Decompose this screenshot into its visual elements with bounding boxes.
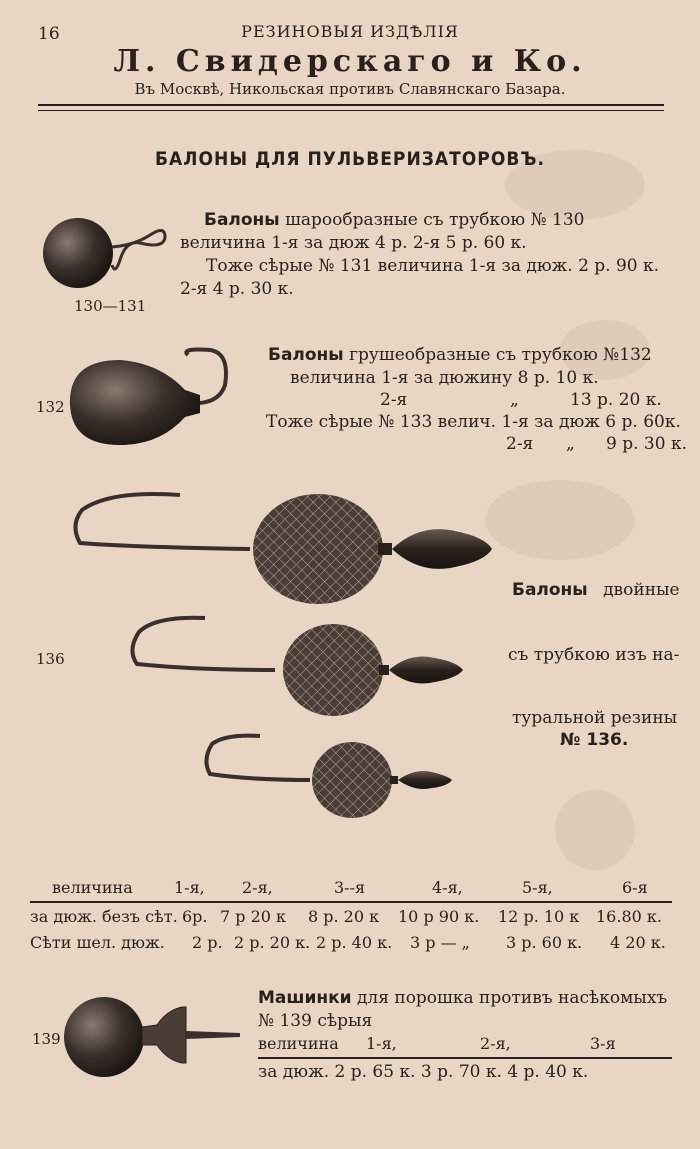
item132-line3-size: 2-я [380,390,408,410]
section-title: БАЛОНЫ ДЛЯ ПУЛЬВЕРИЗАТОРОВЪ. [155,148,545,170]
powder-blower-illustration [62,995,252,1085]
table-cell: 4 20 к. [610,933,666,952]
table-cell: 16.80 к. [596,907,662,926]
item139-line1 [258,988,667,1008]
table-header-cell: 3--я [334,878,366,897]
table-rule [30,901,672,903]
item136-line3: туральной резины [512,708,678,728]
table-cell: 2 р. 40 к. [316,933,393,952]
item132-line2: величина 1-я за дюжину 8 р. 10 к. [290,368,599,388]
item132-bold: Балоны [268,345,344,365]
size-cell: 1-я, [366,1034,397,1053]
page-number: 16 [38,24,60,44]
table-header-cell: 4-я, [432,878,463,897]
item130-line3: Тоже сѣрые № 131 величина 1-я за дюж. 2 р. 90 к. [206,256,660,276]
bleed-through-bulb [555,790,635,870]
table-header-cell: 5-я, [522,878,553,897]
size-cell: 3-я [590,1034,616,1053]
table-cell: 3 р — „ [410,933,470,952]
item139-prices: за дюж. 2 р. 65 к. 3 р. 70 к. 4 р. 40 к. [258,1062,589,1082]
item130-line2: величина 1-я за дюж 4 р. 2-я 5 р. 60 к. [180,233,527,253]
table-cell: 6р. [182,907,208,926]
item139-line2: № 139 сѣрыя [258,1011,373,1031]
double-bulb-illustration-small [200,730,460,830]
table-cell: 12 р. 10 к [498,907,580,926]
table-header-cell: величина [52,878,133,897]
item139-bold: Машинки [258,988,352,1008]
header-rule-thin [38,110,664,111]
item130-line1-text: шарообразные съ трубкою № 130 [285,210,585,230]
item130-line4: 2-я 4 р. 30 к. [180,279,294,299]
table-cell: за дюж. безъ сѣт. [30,907,178,926]
item132-line3-price: 13 р. 20 к. [570,390,662,410]
bleed-through-bulb [485,480,635,560]
item136-bold: Балоны [512,580,588,600]
table-header-cell: 2-я, [242,878,273,897]
table-cell: 7 р 20 к [220,907,287,926]
header-rule [38,104,664,106]
item132-line5-price: 9 р. 30 к. [606,434,687,454]
size-cell: 2-я, [480,1034,511,1053]
round-bulb-illustration [40,215,180,295]
figure-label-130: 130—131 [74,297,147,315]
item136-line1-text: двойные [603,580,680,600]
firm-name: Л. Свидерскаго и Ко. [113,44,587,79]
figure-label-132: 132 [36,398,65,416]
size-cell: величина [258,1034,339,1053]
item139-line1-text: для порошка противъ насѣкомыхъ [356,988,668,1008]
item132-line1-text: грушеобразные съ трубкою №132 [349,345,652,365]
table-cell: 8 р. 20 к [308,907,380,926]
item132-line5-ditto: „ [566,434,575,454]
figure-label-139: 139 [32,1030,61,1048]
item132-line4: Тоже сѣрые № 133 велич. 1-я за дюж 6 р. 60к. [266,412,681,432]
item136-line2: съ трубкою изъ на- [508,645,680,665]
firm-address: Въ Москвѣ, Никольская противъ Славянскаго Базара. [134,80,566,98]
pear-bulb-illustration [60,345,260,455]
running-title: РЕЗИНОВЫЯ ИЗДѢЛІЯ [241,22,459,41]
double-bulb-illustration-medium [125,612,475,722]
table-cell: 10 р 90 к. [398,907,480,926]
item130-line1 [204,210,585,230]
table-cell: 3 р. 60 к. [506,933,583,952]
table-header-cell: 1-я, [174,878,205,897]
item130-bold: Балоны [204,210,280,230]
double-bulb-illustration-large [70,485,500,610]
item132-line5-size: 2-я [506,434,534,454]
table-cell: 2 р. [192,933,223,952]
table-cell: Сѣти шел. дюж. [30,933,165,952]
table-header-cell: 6-я [622,878,648,897]
item132-line1 [268,345,652,365]
item136-line1 [512,580,680,600]
table-cell: 2 р. 20 к. [234,933,311,952]
figure-label-136: 136 [36,650,65,668]
item139-rule [258,1057,672,1059]
item132-line3-ditto: „ [510,390,519,410]
item136-line4: № 136. [560,730,629,750]
